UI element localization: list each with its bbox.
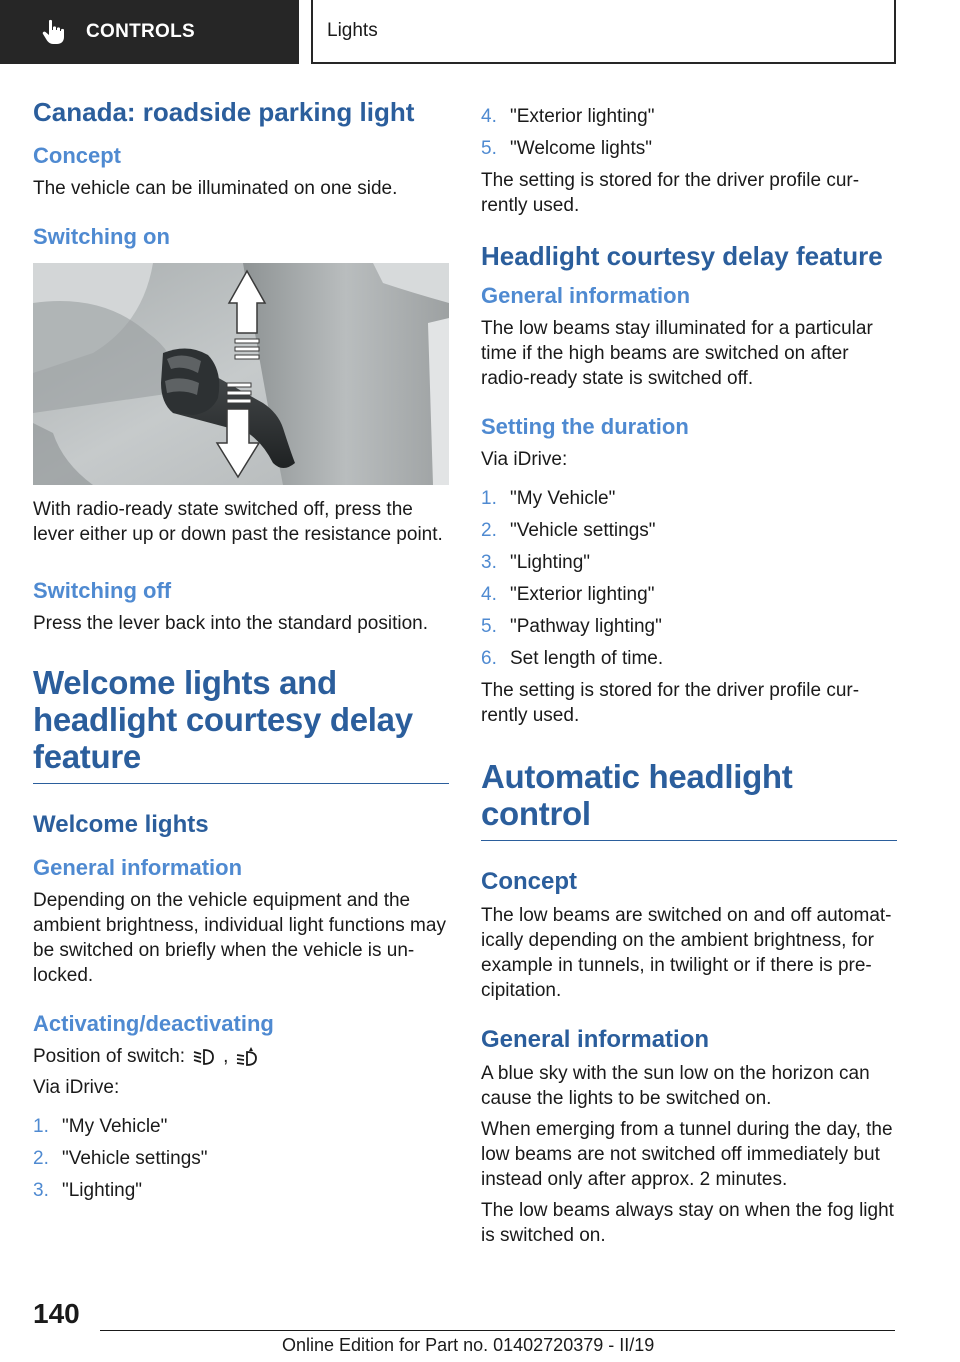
section-label: CONTROLS bbox=[86, 21, 196, 42]
section-title-automatic-headlight: Automatic headlight control bbox=[481, 758, 897, 841]
section-title-roadside-parking: Canada: roadside parking light bbox=[33, 97, 415, 127]
stored-setting-text: The setting is stored for the driver profile cur-rently used. bbox=[481, 170, 860, 216]
welcome-general-text: Depending on the vehicle equipment and the ambient brightness, individual light functions may be switched on briefly when the vehicle is un-locked. bbox=[33, 890, 446, 986]
section-title-welcome-lights: Welcome lights and headlight courtesy delay feature bbox=[33, 664, 449, 784]
list-item: 2. "Vehicle settings" bbox=[481, 520, 656, 541]
list-item: 1. "My Vehicle" bbox=[481, 488, 616, 509]
left-column bbox=[33, 96, 449, 1210]
welcome-steps-list bbox=[33, 1114, 449, 1203]
switching-on-text: With radio-ready state switched off, press the lever either up or down past the resistance point. bbox=[33, 499, 443, 545]
heading-concept: Concept bbox=[33, 143, 121, 168]
hand-pointer-icon bbox=[40, 18, 68, 46]
switching-off-text: Press the lever back into the standard position. bbox=[33, 613, 429, 634]
heading-activating: Activating/deactivating bbox=[33, 1011, 274, 1036]
list-item: 1. "My Vehicle" bbox=[33, 1116, 168, 1137]
section-title-courtesy-delay: Headlight courtesy delay feature bbox=[481, 241, 883, 271]
list-item: 6. Set length of time. bbox=[481, 648, 664, 669]
duration-steps-list bbox=[481, 486, 897, 671]
list-item: 3. "Lighting" bbox=[33, 1180, 143, 1201]
heading-switching-off: Switching off bbox=[33, 578, 172, 603]
position-label: Position of switch: bbox=[33, 1046, 186, 1067]
heading-general-information: General information bbox=[481, 283, 691, 308]
right-column bbox=[481, 104, 897, 1248]
list-item: 3. "Lighting" bbox=[481, 552, 591, 573]
auto-general-text-2: When emerging from a tunnel during the day, the low beams are not switched off immediately but instead only after approx. 2 minutes. bbox=[481, 1119, 893, 1190]
heading-general-information: General information bbox=[481, 1026, 710, 1053]
list-item: 4. "Exterior lighting" bbox=[481, 584, 655, 605]
list-item: 5. "Welcome lights" bbox=[481, 138, 652, 159]
heading-general-information: General information bbox=[33, 855, 243, 880]
comma-separator: , bbox=[223, 1046, 229, 1067]
auto-concept-text: The low beams are switched on and off automat-ically depending on the ambient brightness, for example in tunnels, in twilight or if there is pre-cipitation. bbox=[481, 905, 892, 1001]
heading-concept: Concept bbox=[481, 868, 577, 895]
footer-divider bbox=[100, 1330, 895, 1331]
lever-illustration bbox=[33, 263, 449, 485]
edition-info: Online Edition for Part no. 01402720379 - II/19 bbox=[282, 1335, 655, 1355]
heading-setting-duration: Setting the duration bbox=[481, 414, 689, 439]
switch-position-line bbox=[33, 1044, 449, 1069]
low-beam-icon bbox=[191, 1046, 217, 1068]
list-item: 4. "Exterior lighting" bbox=[481, 106, 655, 127]
welcome-steps-continued bbox=[481, 104, 897, 161]
list-item: 2. "Vehicle settings" bbox=[33, 1148, 208, 1169]
heading-switching-on: Switching on bbox=[33, 224, 170, 249]
auto-headlight-icon bbox=[234, 1046, 260, 1068]
section-tab bbox=[0, 0, 299, 64]
turn-signal-lever-image bbox=[33, 263, 449, 485]
auto-general-text-1: A blue sky with the sun low on the horizon can cause the lights to be switched on. bbox=[481, 1063, 870, 1109]
list-item: 5. "Pathway lighting" bbox=[481, 616, 662, 637]
via-idrive-label: Via iDrive: bbox=[481, 449, 568, 470]
via-idrive-label: Via iDrive: bbox=[33, 1077, 120, 1098]
concept-text: The vehicle can be illuminated on one side. bbox=[33, 178, 398, 199]
chapter-title: Lights bbox=[311, 0, 896, 64]
page-header bbox=[0, 0, 960, 66]
page-number: 140 bbox=[33, 1298, 80, 1329]
courtesy-general-text: The low beams stay illuminated for a particular time if the high beams are switched on after radio-ready state is switched off. bbox=[481, 318, 873, 389]
heading-welcome-lights: Welcome lights bbox=[33, 811, 209, 838]
stored-setting-text: The setting is stored for the driver profile cur-rently used. bbox=[481, 680, 860, 726]
auto-general-text-3: The low beams always stay on when the fog light is switched on. bbox=[481, 1200, 894, 1246]
